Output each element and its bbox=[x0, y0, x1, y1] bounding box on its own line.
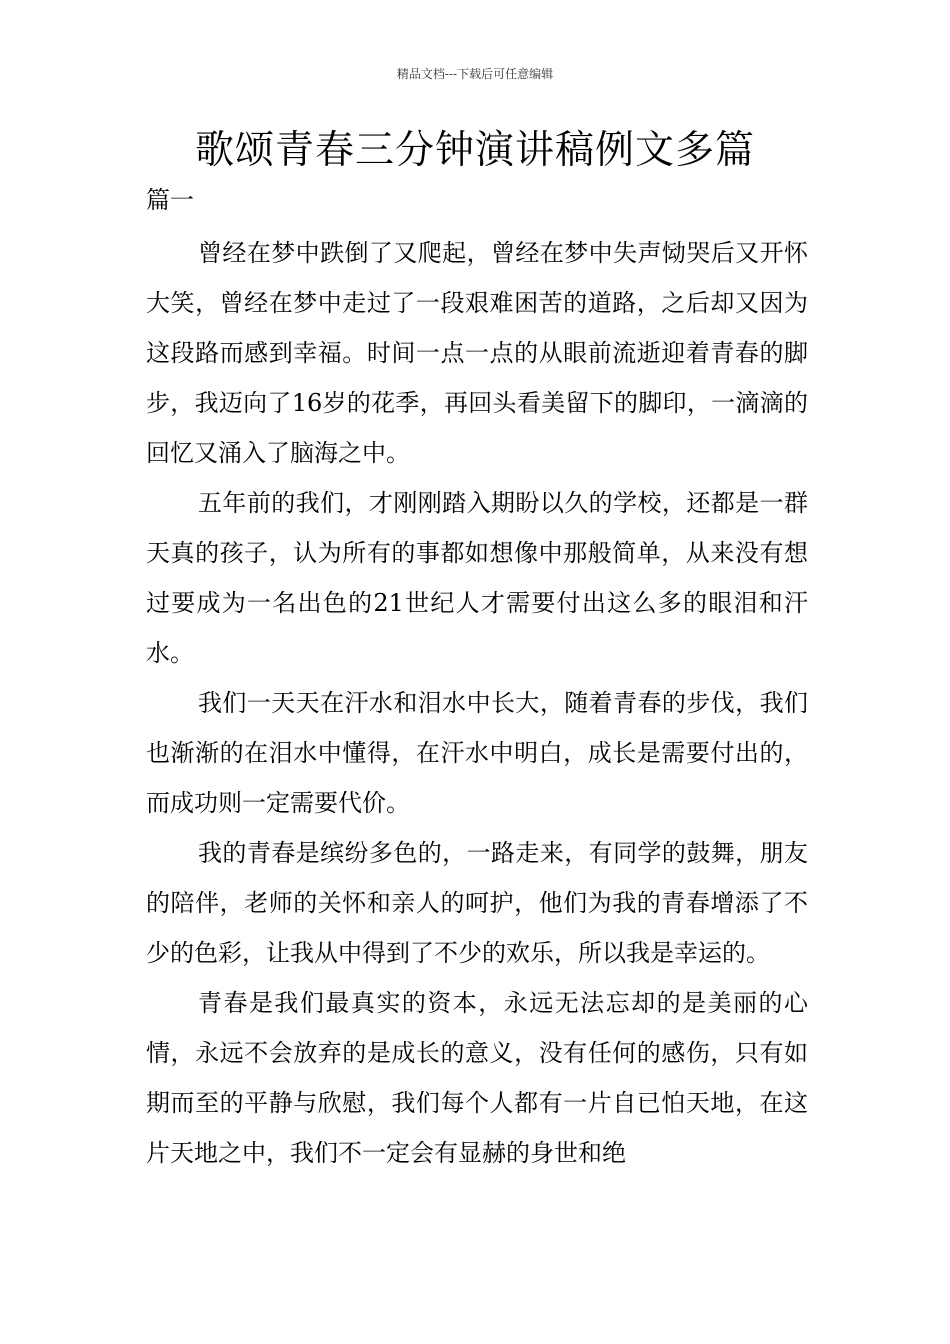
page-header-note: 精品文档---下载后可任意编辑 bbox=[396, 67, 554, 81]
paragraph-2: 五年前的我们，才刚刚踏入期盼以久的学校，还都是一群天真的孩子，认为所有的事都如想像中那般简单，从来没有想过要成为一名出色的21世纪人才需要付出这么多的眼泪和汗水。 bbox=[146, 489, 808, 667]
paragraph-3: 我们一天天在汗水和泪水中长大，随着青春的步伐，我们也渐渐的在泪水中懂得，在汗水中明白，成长是需要付出的，而成功则一定需要代价。 bbox=[146, 689, 808, 817]
paragraph-4: 我的青春是缤纷多色的，一路走来，有同学的鼓舞，朋友的陪伴，老师的关怀和亲人的呵护，他们为我的青春增添了不少的色彩，让我从中得到了不少的欢乐，所以我是幸运的。 bbox=[146, 839, 808, 967]
section-label: 篇一 bbox=[146, 186, 194, 214]
document-body bbox=[146, 228, 808, 1178]
document-title: 歌颂青春三分钟演讲稿例文多篇 bbox=[194, 128, 755, 173]
paragraph-1: 曾经在梦中跌倒了又爬起，曾经在梦中失声恸哭后又开怀大笑，曾经在梦中走过了一段艰难困苦的道路，之后却又因为这段路而感到幸福。时间一点一点的从眼前流逝迎着青春的脚步，我迈向了16岁的花季，再回头看美留下的脚印，一滴滴的回忆又涌入了脑海之中。 bbox=[146, 239, 808, 467]
paragraph-5: 青春是我们最真实的资本，永远无法忘却的是美丽的心情，永远不会放弃的是成长的意义，没有任何的感伤，只有如期而至的平静与欣慰，我们每个人都有一片自已怕天地，在这片天地之中，我们不一定会有显赫的身世和绝 bbox=[146, 989, 808, 1167]
